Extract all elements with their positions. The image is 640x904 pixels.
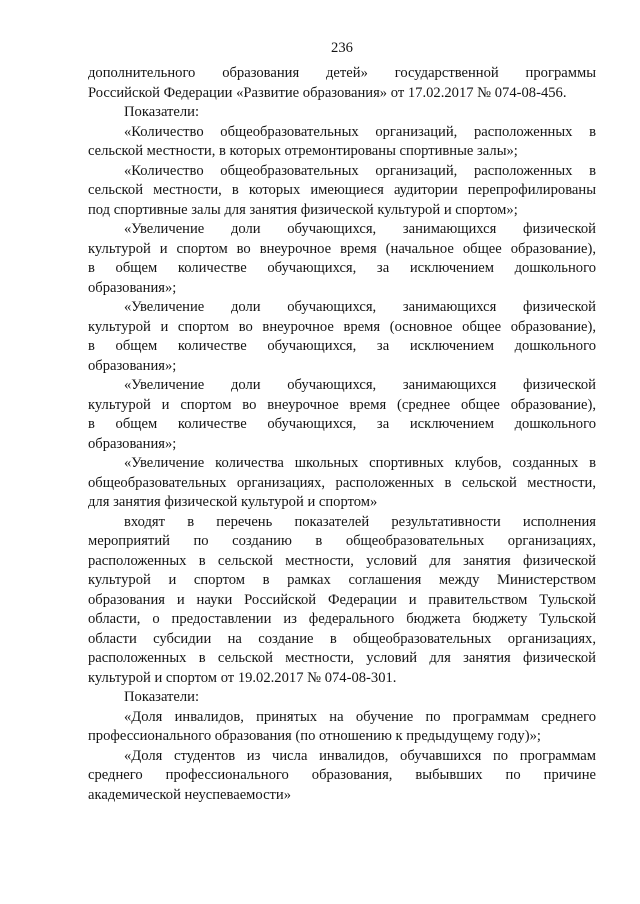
text-line: культурой и спортом во внеурочное время (начальное общее образование),: [88, 240, 596, 257]
text-line: дополнительного образования детей» государственной программы: [88, 65, 596, 81]
text-line: области, о предоставлении из федерального бюджета бюджету Тульской: [88, 611, 596, 627]
text-line: входят в перечень показателей результативности исполнения: [124, 513, 596, 530]
text-line: культурой и спортом от 19.02.2017 № 074-08-301.: [88, 669, 397, 686]
text-line: области субсидии на создание в общеобразовательных организациях,: [88, 630, 596, 647]
text-line: «Количество общеобразовательных организаций, расположенных в: [124, 123, 596, 140]
page-number: 236: [331, 40, 353, 56]
document-body: [88, 64, 596, 805]
text-line: Российской Федерации «Развитие образования» от 17.02.2017 № 074-08-456.: [88, 84, 567, 101]
text-line: «Доля студентов из числа инвалидов, обучавшихся по программам: [124, 747, 596, 764]
text-line: сельской местности, в которых имеющиеся аудитории перепрофилированы: [88, 182, 596, 198]
text-line: в общем количестве обучающихся, за исключением дошкольного: [88, 260, 596, 276]
text-line: образования»;: [88, 279, 177, 296]
text-line: в общем количестве обучающихся, за исключением дошкольного: [88, 416, 596, 432]
text-line: культурой и спортом во внеурочное время (основное общее образование),: [88, 318, 596, 335]
text-line: расположенных в сельской местности, условий для занятия физической: [88, 552, 596, 569]
text-line: Показатели:: [124, 104, 200, 120]
text-line: Показатели:: [124, 689, 200, 705]
text-line: «Доля инвалидов, принятых на обучение по программам среднего: [124, 708, 596, 725]
text-line: общеобразовательных организациях, расположенных в сельской местности,: [88, 474, 596, 491]
text-line: «Увеличение количества школьных спортивных клубов, созданных в: [124, 455, 596, 471]
text-line: среднего профессионального образования, выбывших по причине: [88, 767, 596, 783]
text-line: образования»;: [88, 435, 177, 452]
text-line: сельской местности, в которых отремонтированы спортивные залы»;: [88, 143, 518, 159]
text-line: для занятия физической культурой и спортом»: [88, 494, 378, 510]
text-line: «Количество общеобразовательных организаций, расположенных в: [124, 162, 596, 179]
text-line: профессионального образования (по отношению к предыдущему году)»;: [88, 728, 541, 744]
text-line: культурой и спортом во внеурочное время (среднее общее образование),: [88, 396, 596, 413]
text-line: академической неуспеваемости»: [88, 786, 292, 803]
text-line: расположенных в сельской местности, условий для занятия физической: [88, 650, 596, 666]
text-line: «Увеличение доли обучающихся, занимающихся физической: [124, 299, 596, 315]
text-line: мероприятий по созданию в общеобразовательных организациях,: [88, 533, 596, 549]
text-line: культурой и спортом в рамках соглашения между Министерством: [88, 572, 596, 588]
text-line: под спортивные залы для занятия физической культурой и спортом»;: [88, 201, 518, 218]
text-line: образования и науки Российской Федерации и правительством Тульской: [88, 591, 596, 608]
text-line: в общем количестве обучающихся, за исключением дошкольного: [88, 338, 596, 354]
text-line: «Увеличение доли обучающихся, занимающихся физической: [124, 377, 596, 393]
text-line: образования»;: [88, 357, 177, 374]
text-line: «Увеличение доли обучающихся, занимающихся физической: [124, 221, 596, 237]
